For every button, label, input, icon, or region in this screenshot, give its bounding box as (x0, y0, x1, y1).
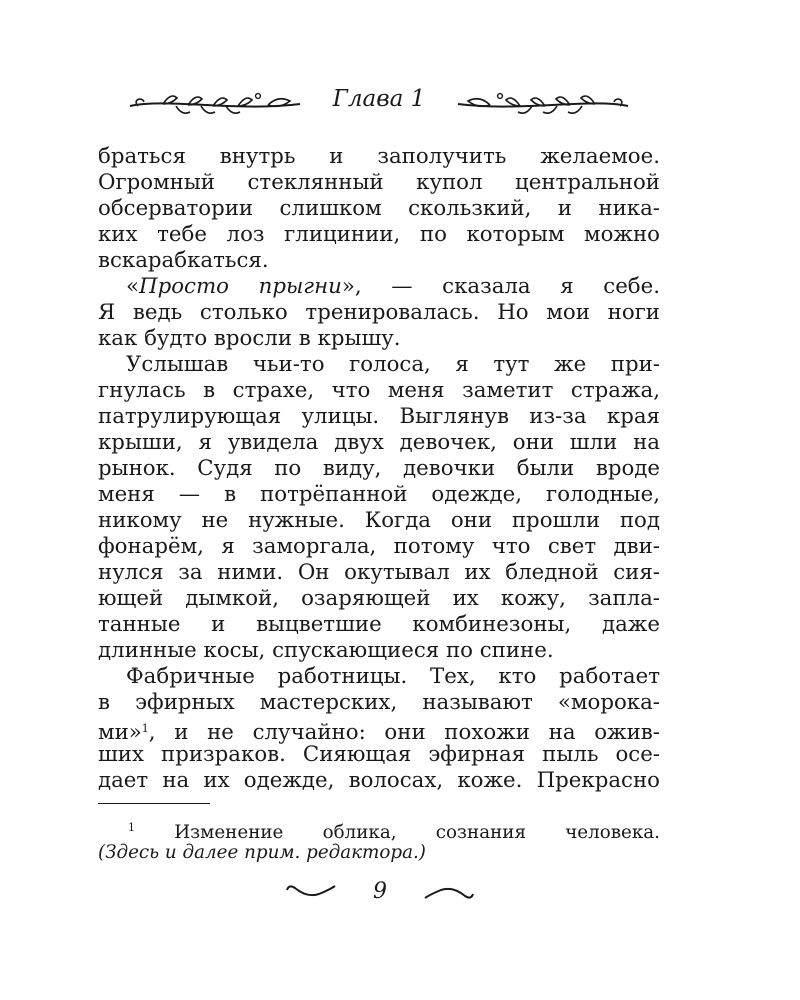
text-line: меня — в потрёпанной одежде, голодные, (98, 482, 660, 507)
text-line: гнулась в страхе, что меня заметит стража, (98, 378, 660, 403)
text-line: патрулирующая улицы. Выглянув из-за края (98, 404, 660, 429)
text-line: дает на их одежде, волосах, коже. Прекрасно (98, 768, 660, 793)
footnote-marker: 1 (128, 821, 135, 834)
page-footer (280, 878, 480, 908)
chapter-header (98, 84, 660, 128)
text-line: танные и выцветшие комбинезоны, даже (98, 612, 660, 637)
text-line: ших призраков. Сияющая эфирная пыль осе- (98, 742, 660, 767)
footnote-line (98, 840, 660, 865)
footnote-note: (Здесь и далее прим. редактора.) (98, 842, 426, 863)
text-line: обсерватории слишком скользкий, и ника- (98, 196, 660, 221)
text-fragment: ми» (98, 720, 142, 745)
text-line: в эфирных мастерских, называют «морока- (98, 690, 660, 715)
text-line: Огромный стеклянный купол центральной (98, 170, 660, 195)
footnote-reference[interactable]: 1 (141, 722, 149, 735)
text-line: никому не нужные. Когда они прошли под (98, 508, 660, 533)
footnote (98, 815, 660, 865)
chapter-title: Глава 1 (332, 86, 426, 112)
text-line: браться внутрь и заполучить желаемое. (98, 144, 660, 169)
page-number: 9 (373, 879, 387, 904)
text-line: нулся за ними. Он окутывал их бледной сия- (98, 560, 660, 585)
vine-right-icon (455, 90, 630, 120)
text-line: как будто вросли в крышу. (98, 326, 401, 351)
swirl-right-icon (421, 884, 476, 904)
text-line-quote (98, 274, 660, 300)
footnote-text: Изменение облика, сознания человека. (174, 822, 660, 843)
quote-open: « (126, 274, 140, 299)
text-line: Я ведь столько тренировалась. Но мои ноги (98, 300, 660, 325)
text-line: длинные косы, спускающиеся по спине. (98, 638, 554, 663)
quoted-phrase: Просто прыгни (139, 274, 342, 299)
text-line: вскарабкаться. (98, 248, 269, 273)
text-line: ющей дымкой, озаряющей их кожу, запла- (98, 586, 660, 611)
text-line: Услышав чьи-то голоса, я тут же при- (126, 352, 660, 377)
footnote-line (98, 815, 660, 843)
text-line: Фабричные работницы. Тех, кто работает (126, 664, 660, 689)
text-line-footnote-ref (98, 716, 660, 745)
text-line: ких тебе лоз глицинии, по которым можно (98, 222, 660, 247)
text-fragment: , и не случайно: они похожи на ожив- (148, 720, 660, 745)
main-text (98, 144, 660, 794)
text-line: крыши, я увидела двух девочек, они шли на (98, 430, 660, 455)
footnote-divider (98, 803, 210, 804)
quote-close: », — сказала я себе. (341, 274, 661, 299)
text-line: рынок. Судя по виду, девочки были вроде (98, 456, 660, 481)
text-line: фонарём, я заморгала, потому что свет дви- (98, 534, 660, 559)
